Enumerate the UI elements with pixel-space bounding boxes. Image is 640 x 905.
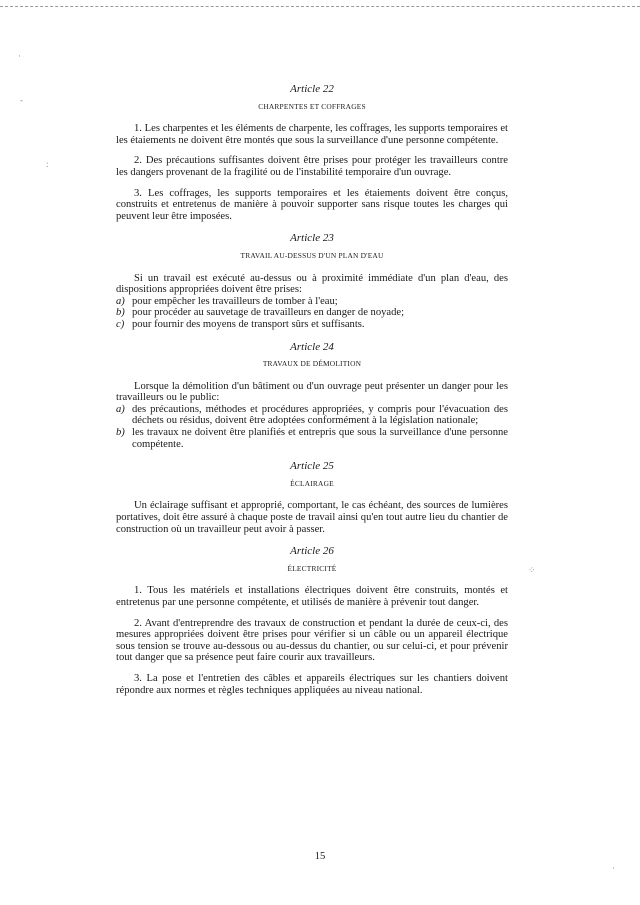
article-title: Article 26 [290,545,334,558]
article-26 [116,546,508,696]
list-item [116,404,508,427]
paragraph: Un éclairage suffisant et approprié, comportant, le cas échéant, des sources de lumières portatives, doit être assuré à chaque poste de travail ainsi qu'en tout autre lieu du chantier de construction où un travailleur peut avoir à passer. [116,500,508,535]
list-item [116,296,508,308]
scan-top-border [0,6,640,7]
item-list [116,404,508,450]
article-23 [116,233,508,330]
article-25 [116,461,508,535]
paragraph: 2. Avant d'entreprendre des travaux de construction et pendant la durée de ceux-ci, des mesures appropriées doivent être prises pour vérifier si un câble ou un appareil électrique sous tension se trouve au-dessous ou au-dessus du chantier, ou sur celui-ci, et pour prévenir tout danger que sa présence peut faire courir aux travailleurs. [116,617,508,664]
article-title: Article 25 [290,460,334,473]
item-list [116,296,508,331]
item-text: pour empêcher les travailleurs de tomber à l'eau; [132,295,338,307]
paragraph: Si un travail est exécuté au-dessus ou à proximité immédiate d'un plan d'eau, des dispositions appropriées doivent être prises: [116,272,508,296]
article-subtitle: ÉLECTRICITÉ [287,563,337,573]
article-subtitle: TRAVAUX DE DÉMOLITION [262,359,362,369]
article-title: Article 22 [290,83,334,95]
item-marker: c) [116,318,125,330]
paragraph: 1. Les charpentes et les éléments de charpente, les coffrages, les supports temporaires et les étaiements ne doivent être montés que sous la surveillance d'une personne compétente. [116,123,508,146]
item-text: des précautions, méthodes et procédures appropriées, y compris pour l'évacuation des déchets ou résidus, doivent être adoptées conformément à la législation nationale; [132,403,508,427]
list-item [116,307,508,319]
scan-speck: ‑ [20,95,23,105]
document-page [116,84,508,705]
article-24 [116,342,508,451]
item-text: pour procéder au sauvetage de travailleurs en danger de noyade; [132,307,405,319]
item-marker: b) [116,427,125,439]
item-marker: b) [116,307,125,319]
paragraph: 2. Des précautions suffisantes doivent être prises pour protéger les travailleurs contre les dangers provenant de la fragilité ou de l'instabilité temporaire d'un ouvrage. [116,155,508,178]
page-number: 15 [314,851,326,862]
paragraph: 1. Tous les matériels et installations électriques doivent être construits, montés et entretenus par une personne compétente, et utilisés de manière à prévenir tout danger. [116,585,508,608]
article-22 [116,84,508,222]
list-item [116,319,508,331]
paragraph: 3. La pose et l'entretien des câbles et appareils électriques sur les chantiers doivent répondre aux normes et règles techniques appliquées au niveau national. [116,672,508,696]
article-title: Article 24 [290,340,334,353]
item-marker: a) [116,403,125,415]
item-marker: a) [116,295,125,307]
list-item [116,427,508,450]
article-subtitle: ÉCLAIRAGE [290,478,334,488]
article-subtitle: CHARPENTES ET COFFRAGES [258,101,366,111]
item-text: pour fournir des moyens de transport sûrs et suffisants. [132,318,365,330]
paragraph: 3. Les coffrages, les supports temporaires et les étaiements doivent être conçus, construits et entretenus de manière à pouvoir supporter sans risque toutes les charges qui peuvent leur être imposées. [116,187,508,222]
article-title: Article 23 [290,232,334,245]
scan-speck: ⁘ [528,565,536,575]
scan-speck: · [612,863,615,873]
scan-speck: : [46,159,49,169]
item-text: les travaux ne doivent être planifiés et entrepris que sous la surveillance d'une personne compétente. [132,427,508,450]
paragraph: Lorsque la démolition d'un bâtiment ou d'un ouvrage peut présenter un danger pour les travailleurs ou le public: [116,380,508,404]
scan-speck: · [18,51,21,61]
article-subtitle: TRAVAIL AU-DESSUS D'UN PLAN D'EAU [240,250,384,260]
